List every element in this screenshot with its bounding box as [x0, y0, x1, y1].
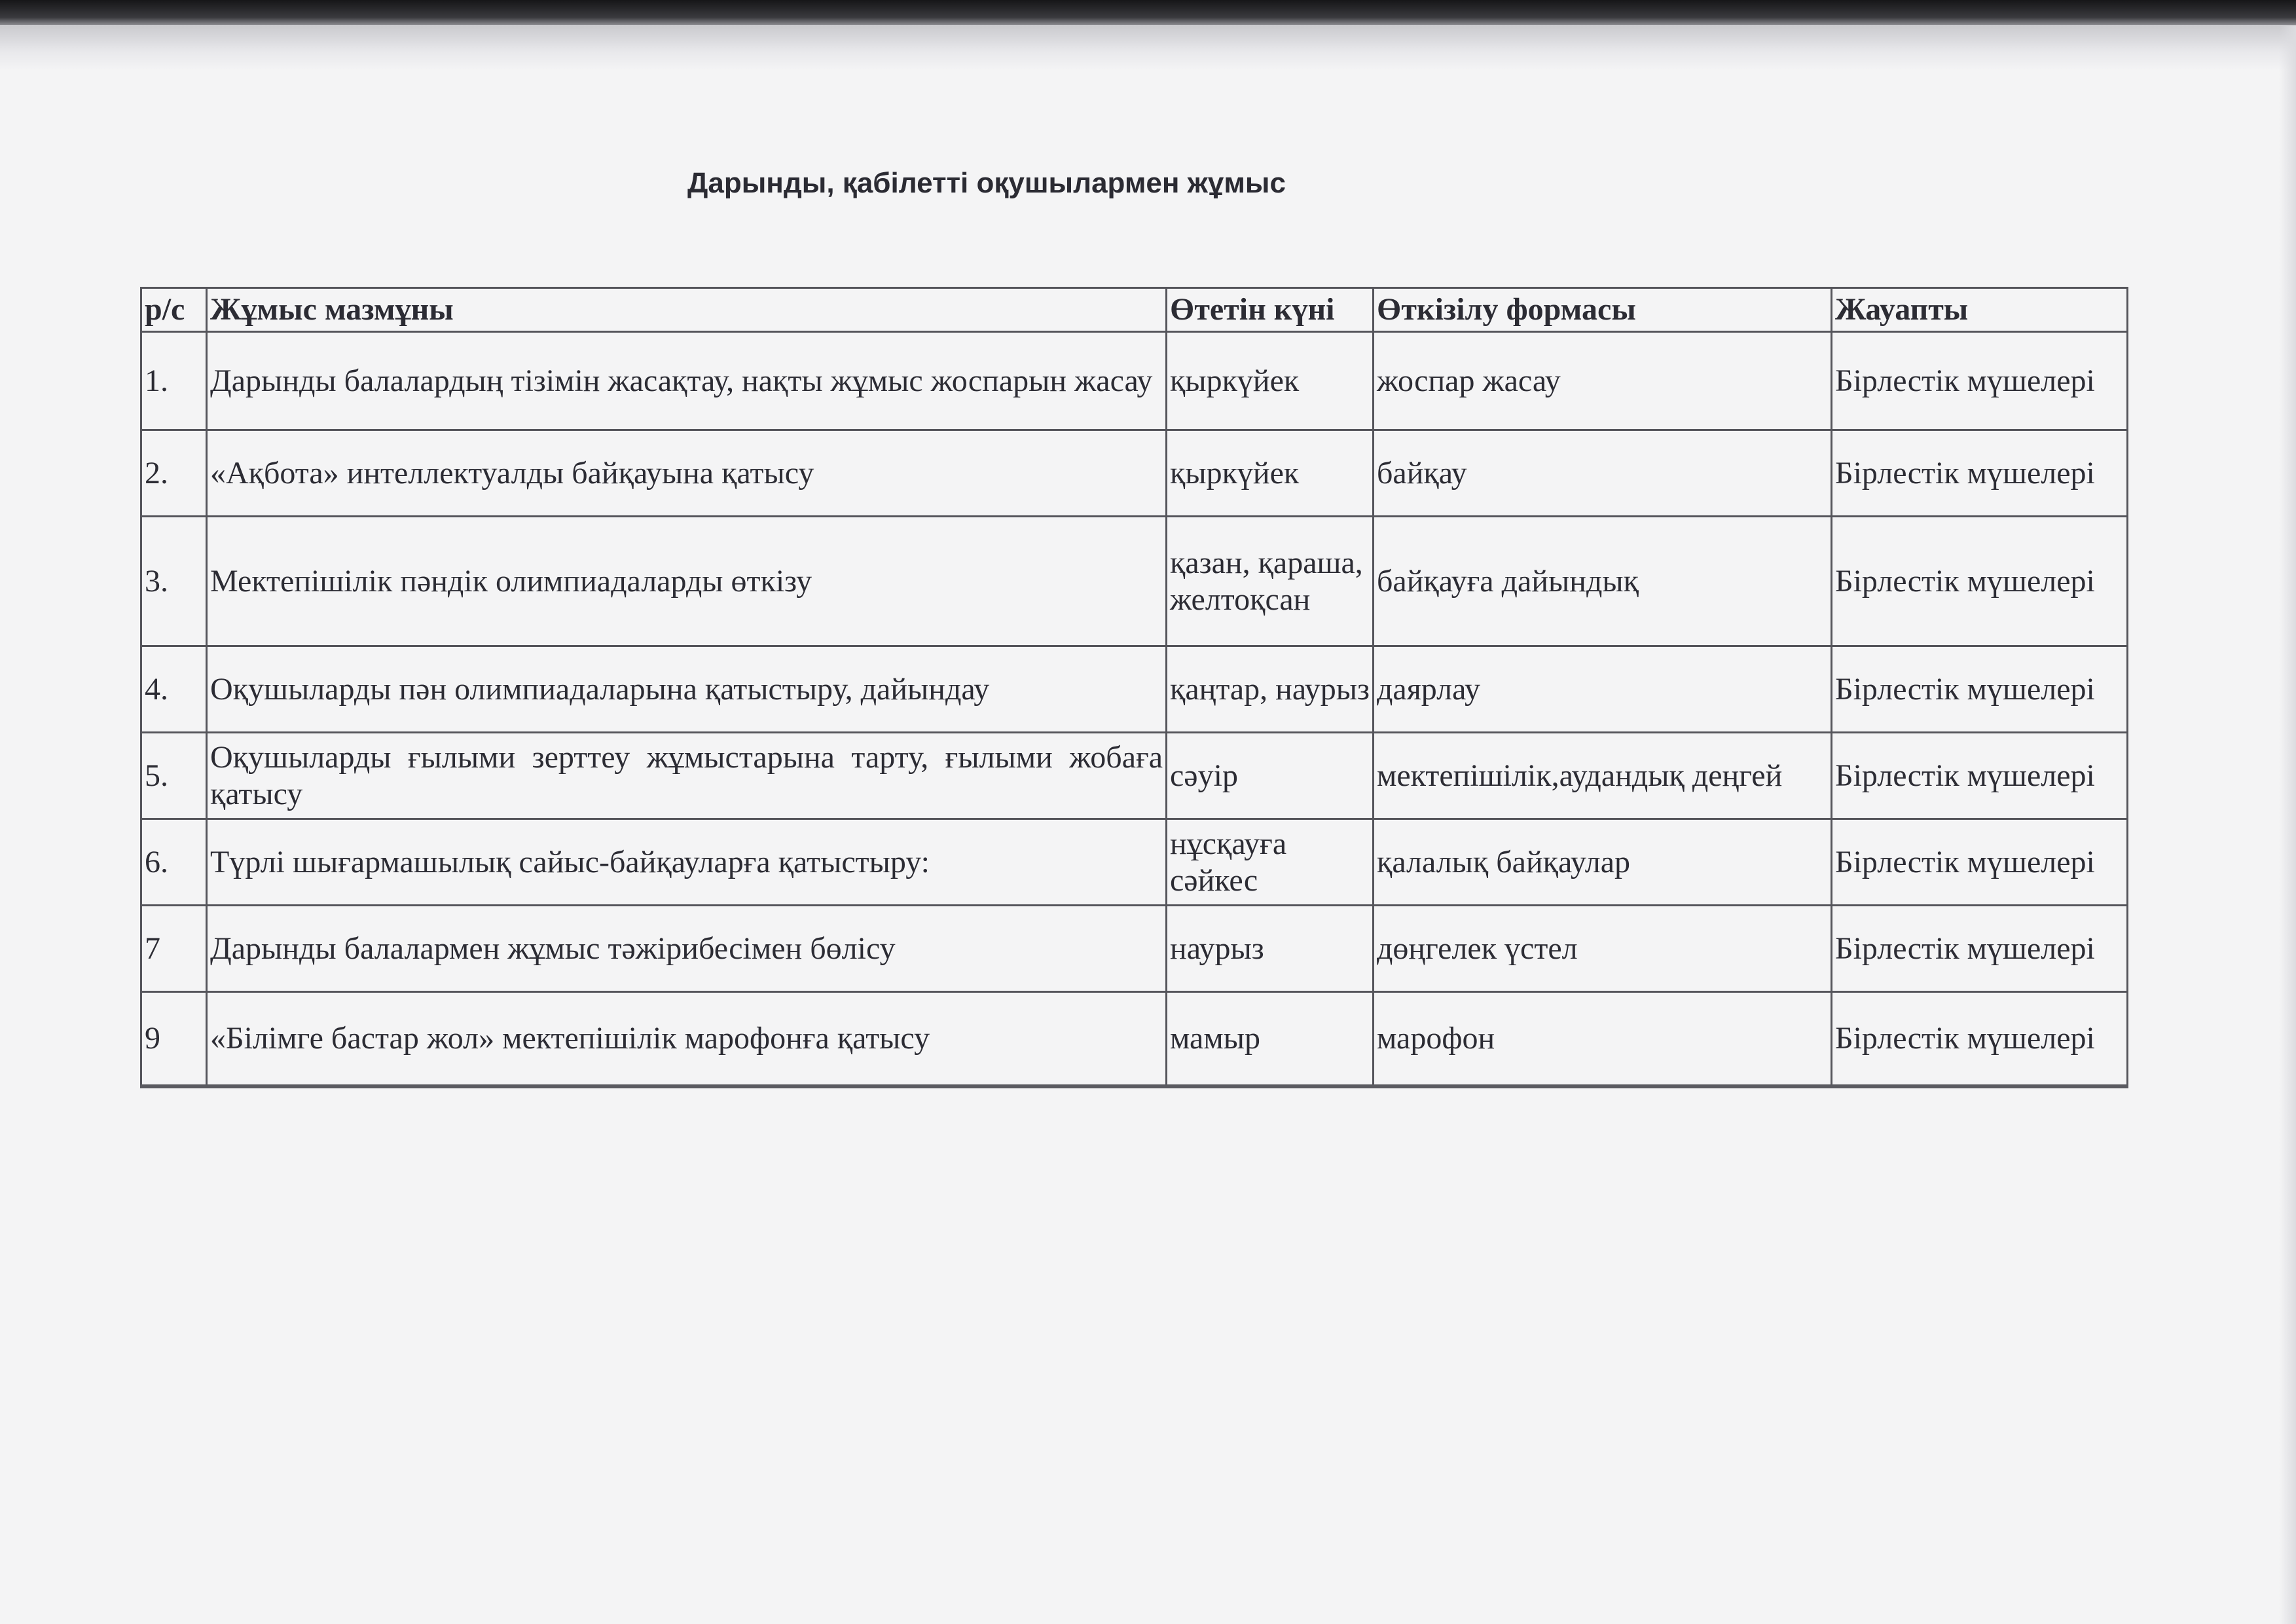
table-row: [141, 906, 2128, 992]
row-date: сәуір: [1167, 733, 1374, 819]
row-form: даярлау: [1374, 646, 1832, 733]
row-num: 7: [141, 906, 207, 992]
row-form: қалалық байқаулар: [1374, 819, 1832, 906]
row-form: дөңгелек үстел: [1374, 906, 1832, 992]
row-content: Дарынды балалармен жұмыс тәжірибесімен бөлісу: [207, 906, 1167, 992]
row-responsible: Бірлестік мүшелері: [1832, 517, 2128, 646]
row-num: 5.: [141, 733, 207, 819]
row-form: мектепішілік,аудандық деңгей: [1374, 733, 1832, 819]
row-form: байқауға дайындық: [1374, 517, 1832, 646]
table-row: [141, 819, 2128, 906]
row-responsible: Бірлестік мүшелері: [1832, 733, 2128, 819]
row-date: қыркүйек: [1167, 332, 1374, 430]
row-form: жоспар жасау: [1374, 332, 1832, 430]
table-row: [141, 992, 2128, 1086]
row-date: мамыр: [1167, 992, 1374, 1086]
header-date: Өтетін күні: [1167, 288, 1374, 332]
table-row: [141, 646, 2128, 733]
work-plan-table: [140, 287, 2128, 1088]
header-content: Жұмыс мазмұны: [207, 288, 1167, 332]
row-num: 9: [141, 992, 207, 1086]
row-content: Дарынды балалардың тізімін жасақтау, нақты жұмыс жоспарын жасау: [207, 332, 1167, 430]
row-num: 2.: [141, 430, 207, 517]
table-row: [141, 430, 2128, 517]
scan-right-edge: [2279, 26, 2296, 1624]
row-num: 6.: [141, 819, 207, 906]
table-header-row: [141, 288, 2128, 332]
table-row: [141, 517, 2128, 646]
row-form: байқау: [1374, 430, 1832, 517]
row-date: қаңтар, наурыз: [1167, 646, 1374, 733]
row-content: Оқушыларды пән олимпиадаларына қатыстыру, дайындау: [207, 646, 1167, 733]
table-row: [141, 332, 2128, 430]
page-title: Дарынды, қабілетті оқушылармен жұмыс: [687, 167, 1286, 199]
row-date: қазан, қараша, желтоқсан: [1167, 517, 1374, 646]
row-date: нұсқауға сәйкес: [1167, 819, 1374, 906]
row-responsible: Бірлестік мүшелері: [1832, 430, 2128, 517]
row-content: Түрлі шығармашылық сайыс-байқауларға қатыстыру:: [207, 819, 1167, 906]
row-responsible: Бірлестік мүшелері: [1832, 906, 2128, 992]
row-form: марофон: [1374, 992, 1832, 1086]
row-date: қыркүйек: [1167, 430, 1374, 517]
header-num: р/с: [141, 288, 207, 332]
row-num: 4.: [141, 646, 207, 733]
scan-top-edge: [0, 0, 2296, 25]
row-date: наурыз: [1167, 906, 1374, 992]
row-responsible: Бірлестік мүшелері: [1832, 819, 2128, 906]
row-num: 1.: [141, 332, 207, 430]
row-responsible: Бірлестік мүшелері: [1832, 332, 2128, 430]
row-responsible: Бірлестік мүшелері: [1832, 992, 2128, 1086]
table-row: [141, 733, 2128, 819]
row-content: Мектепішілік пәндік олимпиадаларды өткізу: [207, 517, 1167, 646]
row-responsible: Бірлестік мүшелері: [1832, 646, 2128, 733]
row-content: Оқушыларды ғылыми зерттеу жұмыстарына тарту, ғылыми жобаға қатысу: [207, 733, 1167, 819]
row-content: «Білімге бастар жол» мектепішілік марофонға қатысу: [207, 992, 1167, 1086]
header-responsible: Жауапты: [1832, 288, 2128, 332]
scan-top-shadow: [0, 25, 2296, 71]
row-num: 3.: [141, 517, 207, 646]
row-content: «Ақбота» интеллектуалды байқауына қатысу: [207, 430, 1167, 517]
header-form: Өткізілу формасы: [1374, 288, 1832, 332]
